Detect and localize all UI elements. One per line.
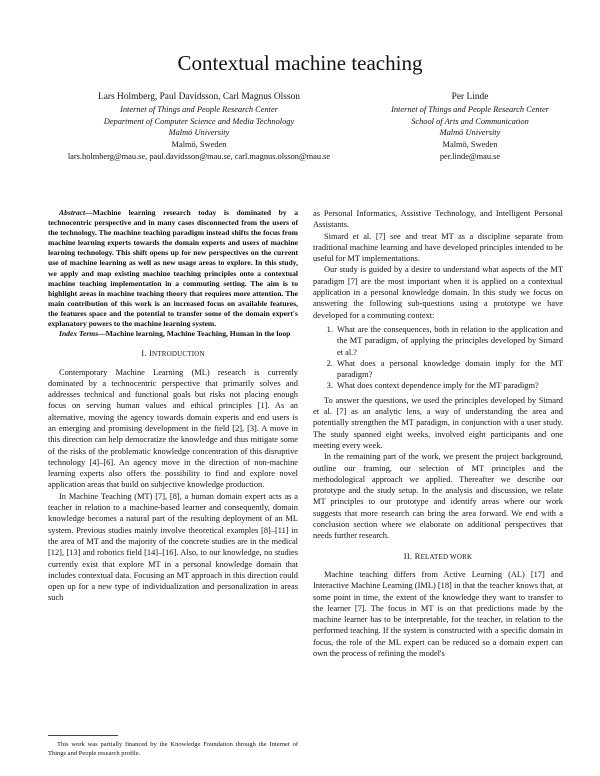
body-paragraph: Our study is guided by a desire to understand what aspects of the MT paradigm [7] are the most important when it is applied on a contextual application in a personal knowledge domain. In this study we focus on answering the following sub-questions using a prototype we have developed for a commuting context:	[313, 265, 563, 320]
body-paragraph: Machine teaching differs from Active Learning (AL) [17] and Interactive Machine Learning (IML) [18] in that the teacher knows that, at some point in time, the extent of the knowledge they want to transfer to the learner [7]. The focus in MT is on that predictions made by the machine learner has to be interpretable, for the teacher, in relation to the performed teaching. If the system is constructed with a specific domain in focus, the role of the ML expert can be reduced so a domain expert can own the process of refining the model's	[313, 569, 563, 658]
abstract-label: Abstract	[59, 208, 86, 217]
author-city: Malmö, Sweden	[442, 140, 498, 150]
affiliation-line: Malmö University	[439, 128, 501, 138]
affiliation-line: Internet of Things and People Research Center	[391, 104, 549, 114]
section-title-rest: ELATED WORK	[420, 552, 473, 561]
footnote-text: This work was partially financed by the Knowledge Foundation through the Internet of Things and People research profile.	[48, 741, 298, 757]
affiliation-line: Internet of Things and People Research Center	[120, 104, 278, 114]
affiliation-line: Department of Computer Science and Media Technology	[103, 116, 295, 126]
section-heading-introduction	[48, 348, 298, 360]
author-email: lars.holmberg@mau.se, paul.davidsson@mau.se, carl.magnus.olsson@mau.se	[67, 151, 331, 161]
footnote-rule	[48, 735, 118, 736]
author-block-right	[350, 92, 590, 163]
affiliation-line: School of Arts and Communication	[411, 116, 529, 126]
body-paragraph: Simard et al. [7] see and treat MT as a discipline separate from traditional machine learning and have developed principles intended to be useful for MT implementations.	[313, 231, 563, 264]
body-paragraph: In Machine Teaching (MT) [7], [8], a human domain expert acts as a teacher in relation to a machine-based learner and consequently, domain knowledge becomes a natural part of the resulting deployment of an ML system. Previous studies mainly involve theoretical examples [8]–[11] in the area of MT and the majority of the concrete studies are in the medical [12], [13] and robotics field [14]–[16]. Also, to our knowledge, no studies currently exist that explore MT in a personal knowledge domain that includes contextual data. Focusing an MT approach in this direction could open up for a new type of individualization and personalization in areas such	[48, 491, 298, 603]
section-title-initial: I	[148, 348, 153, 359]
author-city: Malmö, Sweden	[171, 140, 227, 150]
research-questions-list	[313, 324, 563, 392]
section-heading-related-work	[313, 551, 563, 563]
abstract-text: —Machine learning research today is dominated by a technocentric perspective and in many cases disconnected from the users of the technology. The machine teaching paradigm instead shifts the focus from machine learning experts towards the domain experts and users of machine learning technology. This shift opens up for new perspectives on the current use of machine learning as well as new usage areas to explore. In this study, we apply and map existing machine teaching principles onto a contextual machine teaching implementation in a commuting setting. The aim is to highlight areas in machine teaching theory that requires more attention. The main contribution of this work is an increased focus on available features, the features space and the potential to transfer some of the domain expert's explanatory powers to the machine learning system.	[48, 208, 298, 329]
abstract	[48, 208, 298, 329]
list-item: 2. What does a personal knowledge domain imply for the MT paradigm?	[335, 358, 563, 381]
author-names: Lars Holmberg, Paul Davidsson, Carl Magnus Olsson	[98, 92, 300, 102]
paper-title: Contextual machine teaching	[177, 51, 423, 75]
body-paragraph: Contemporary Machine Learning (ML) research is currently dominated by a technocentric perspective that primarily solves and addresses technical and functional goals but risks not placing enough focus on serving human values and ethical principles [1]. As an alternative, moving the agency towards domain experts and end users is an emerging and promising development in the field [2], [3]. A move in this direction can help democratize the knowledge and thus mitigate some of the risks of the problematic knowledge concentration of this disruptive technology [4]–[6]. An agency move in the direction of non-machine learning experts also offers the possibility to find and explore novel application areas that build on subjective knowledge production.	[48, 367, 298, 490]
index-terms	[48, 329, 298, 339]
left-column	[48, 208, 298, 604]
footnote	[48, 741, 298, 758]
section-title-initial: R	[414, 550, 421, 561]
affiliation-line: Malmö University	[168, 128, 230, 138]
body-paragraph: as Personal Informatics, Assistive Technology, and Intelligent Personal Assistants.	[313, 209, 563, 230]
section-title-rest: NTRODUCTION	[152, 350, 205, 359]
index-terms-label: Index Terms	[59, 329, 99, 339]
body-paragraph: In the remaining part of the work, we present the project background, outline our framing, our selection of MT principles and the methodological approach we applied. Thereafter we describe our prototype and the study setup. In the analysis and discussion, we relate MT principles to our prototype and identify areas where our work suggests that more research can bring the area forward. We end with a conclusion section where we elaborate on additional perspectives that needs further research.	[313, 452, 563, 541]
index-terms-text: —Machine learning, Machine Teaching, Human in the loop	[98, 329, 291, 339]
right-column	[313, 208, 563, 659]
list-item: 3. What does context dependence imply for the MT paradigm?	[335, 380, 563, 391]
body-paragraph: To answer the questions, we used the principles developed by Simard et al. [7] as an analytic lens, a way of understanding the area and potentially strengthen the MT paradigm, in conjunction with a user study. The study spanned eight weeks, involved eight participants and one meeting every week.	[313, 395, 563, 450]
list-item: 1. What are the consequences, both in relation to the application and the MT paradigm, of applying the principles developed by Simard et al.?	[335, 324, 563, 358]
author-email: per.linde@mau.se	[439, 151, 501, 161]
section-number: II.	[403, 550, 413, 561]
section-number: I.	[141, 348, 147, 359]
author-names: Per Linde	[451, 92, 489, 102]
author-block-left	[20, 92, 378, 163]
